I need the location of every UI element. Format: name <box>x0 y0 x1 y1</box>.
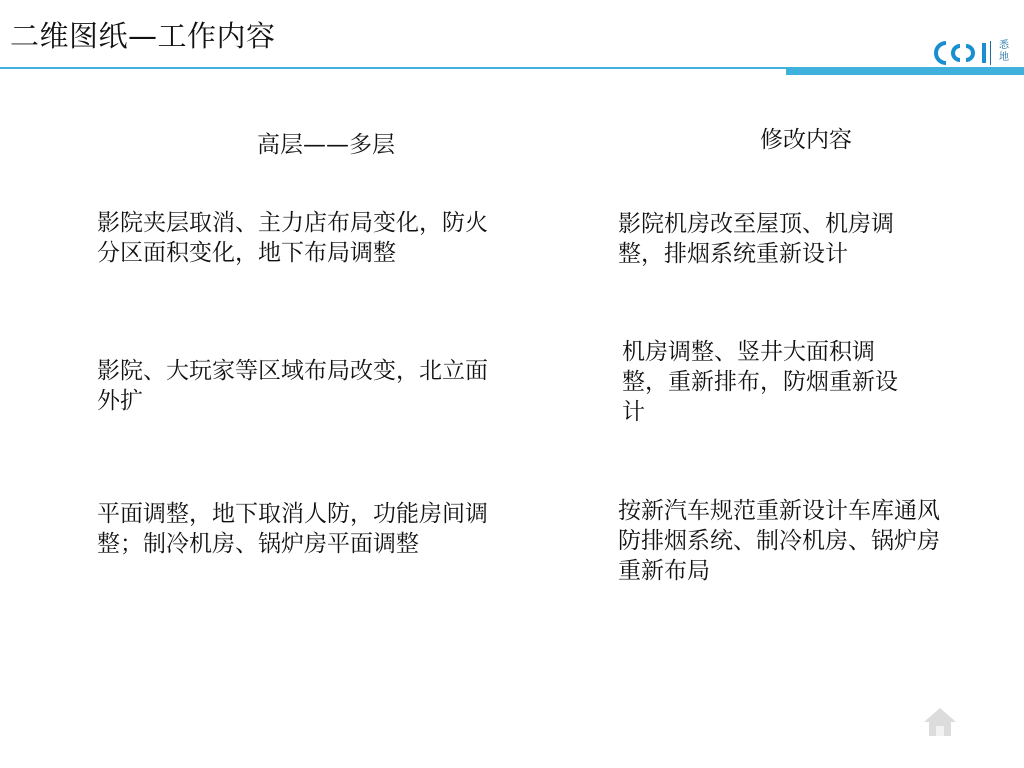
left-column-heading: 高层——多层 <box>257 132 395 158</box>
right-item-3: 按新汽车规范重新设计车库通风防排烟系统、制冷机房、锅炉房重新布局 <box>618 498 940 584</box>
left-item-1: 影院夹层取消、主力店布局变化，防火分区面积变化，地下布局调整 <box>97 210 488 266</box>
right-item-1: 影院机房改至屋顶、机房调整，排烟系统重新设计 <box>618 211 894 267</box>
home-icon[interactable] <box>922 706 958 738</box>
logo-text: 悉地 <box>999 40 1009 63</box>
slide-title: 二维图纸—工作内容 <box>10 19 276 53</box>
header-accent-bar <box>786 69 1024 75</box>
right-item-2: 机房调整、竖井大面积调整，重新排布，防烟重新设计 <box>622 339 898 425</box>
right-column-heading: 修改内容 <box>760 127 852 153</box>
left-item-2: 影院、大玩家等区域布局改变，北立面外扩 <box>97 358 488 414</box>
left-item-3: 平面调整，地下取消人防，功能房间调整；制冷机房、锅炉房平面调整 <box>97 501 488 557</box>
